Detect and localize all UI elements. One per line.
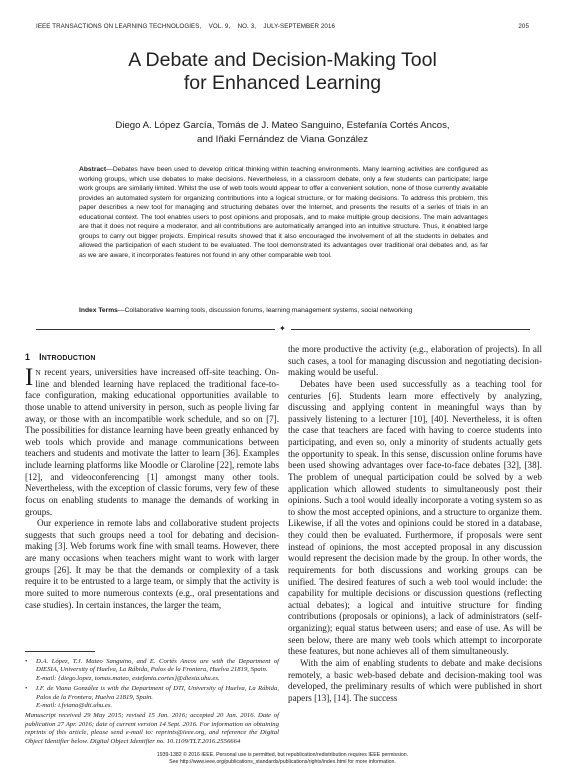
abstract-label: Abstract [79, 166, 107, 173]
paragraph-text: recent years, universities have increased off-site teaching. On-line and blended learning have replaced the traditional face-to-face configuration, making educational opportunities available to those unable to attend university in person, such as people living far away, or those with an incompatible work schedule, and so on [7]. The possibilities for distance learning have been greatly enhanced by web tools which provide and manage communications between teachers and students and motivate the latter to learn [36]. Examples include learning platforms like Moodle or Claroline [22], remote labs [12], and videoconferencing [1] amongst many other tools. Nevertheless, with the exception of classic forums, very few of these focus on enabling students to manage the demands of working in groups. [25, 367, 279, 517]
footnote-email: E-mail: i.fviana@dti.uhu.es. [36, 702, 113, 710]
lead-in-smallcaps: N [35, 368, 41, 377]
section-number: 1 [25, 352, 31, 362]
copyright-footer [0, 752, 565, 765]
title-line-1: A Debate and Decision-Making Tool [128, 49, 437, 71]
right-column [288, 344, 542, 704]
author-list [40, 119, 525, 147]
section-title-rest: NTRODUCTION [41, 355, 96, 362]
paper-title [40, 49, 525, 95]
divider-line-right [291, 329, 530, 330]
affiliation-footnote [25, 658, 279, 683]
divider-diamond-icon: ✦ [279, 324, 286, 333]
title-line-2: for Enhanced Learning [183, 72, 382, 94]
manuscript-info: Manuscript received 29 May 2015; revised 15 Jan. 2016; accepted 20 Jan. 2016. Date of publication 27 Apr. 2016; date of current version 14 Sept. 2016. For information on obtaining reprints of this article, please send e-mail to: reprints@ieee.org, and reference the Digital Object Identifier below. Digital Object Identifier no. 10.1109/TLT.2016.2556664 [25, 712, 279, 745]
abstract-text: —Debates have been used to develop critical thinking within teaching environments. Many learning activities are configured as working groups, which use debates to make decisions. Nevertheless, in a classroom debate, only a few students can participate; large work groups are similarly limited. Whilst the use of web tools would appear to offer a convenient solution, none of those currently available provides an automated system for organizing contributions into a logical structure, or for making decisions. To address this problem, this paper describes a new tool for managing and structuring debates over the Internet, and presents the results of a series of trials in an educational context. The tool enables users to post opinions and proposals, and to make multiple group decisions. The main advantages are that it does not require a moderator, and all contributions are automatically arranged into an intuitive structure. Thus, it enabled large groups to carry out bigger projects. Empirical results showed that it also encouraged the involvement of all the students in debates and allowed the participation of each student to be evaluated. The tool demonstrated its advantages over traditional oral debates and, as far as we are aware, it incorporates features not found in any other comparable web tool. [79, 166, 488, 259]
body-paragraph: With the aim of enabling students to debate and make decisions remotely, a basic web-based debate and decision-making tool was developed, the preliminary results of which were published in short papers [13], [14]. The success [288, 657, 542, 703]
section-heading [25, 352, 96, 362]
footnote-text: I.F. de Viana González is with the Department of DTI, University of Huelva, La Rábida, Palos de la Frontera, Huelva 21819, Spain. [36, 685, 279, 701]
copyright-line-2: See http://www.ieee.org/publications_standards/publications/rights/index.html for more information. [169, 758, 396, 765]
abstract [79, 165, 488, 260]
footnotes [25, 658, 279, 746]
authors-line-1: Diego A. López García, Tomás de J. Mateo Sanguino, Estefanía Cortés Ancos, [115, 120, 450, 131]
body-paragraph: Our experience in remote labs and collaborative student projects suggests that such groups need a tool for debating and decision-making [3]. Web forums work fine with small teams. However, there are many occasions when teachers might want to work with larger groups [26]. It may be that the demands or complexity of a task require it to be entrusted to a large team, or simply that the activity is more suited to more numerous contexts (e.g., oral presentations and case studies). In certain instances, the larger the team, [25, 518, 279, 610]
authors-line-2: and Iñaki Fernández de Viana González [196, 134, 369, 145]
journal-name: IEEE TRANSACTIONS ON LEARNING TECHNOLOGIES, [36, 23, 202, 30]
journal-volume: VOL. 9, [208, 23, 231, 30]
index-terms-text: —Collaborative learning tools, discussion forums, learning management systems, social networking [117, 307, 413, 314]
page-number: 205 [518, 23, 529, 30]
index-terms-label: Index Terms [79, 307, 118, 314]
section-title-initial: I [39, 352, 42, 362]
journal-date: JULY-SEPTEMBER 2016 [263, 23, 336, 30]
footnote-rule [25, 651, 95, 652]
footnote-bullet: • [25, 685, 28, 693]
affiliation-footnote [25, 685, 279, 710]
journal-number: NO. 3, [237, 23, 257, 30]
drop-cap: I [25, 364, 34, 391]
body-paragraph: the more productive the activity (e.g., elaboration of projects). In all such cases, a tool for managing discussion and negotiating decision-making would be useful. [288, 344, 542, 378]
journal-info [36, 23, 335, 30]
body-paragraph [25, 364, 279, 518]
footnote-bullet: • [25, 658, 28, 665]
divider-line-left [36, 329, 275, 330]
section-divider [36, 326, 530, 332]
index-terms [79, 306, 499, 315]
body-paragraph: Debates have been used successfully as a teaching tool for centuries [6]. Students learn more effectively by analyzing, discussing and applying content in meaningful ways than by passively listening to a lecturer [10], [40]. Nevertheless, it is often the case that teachers are faced with having to coerce students into participating, and even so, only a minority of students actually gets the opportunity to speak. In this sense, discussion online forums have been used showing advantages over face-to-face debates [32], [38]. The problem of unequal participation could be solved by a web application which allowed students to simultaneously post their opinions. Such a tool would ideally incorporate a voting system so as to show the most accepted opinions, and a structure to organize them. Likewise, if all the votes and opinions could be stored in a database, they could then be evaluated. Furthermore, if proposals were sent instead of opinions, the most accepted proposal in any discussion would represent the decision made by the group. In other words, the requirements for both discussions and working groups can be unified. The desired features of such a web tool would include: the capability for multiple decisions or discussion questions (reflecting actual debates); a logical and intuitive structure for finding contributions (proposals or opinions), a lack of administrators (self-organizing); equal status between users; and ease of use. As will be seen below, there are many web tools which attempt to incorporate these features, but none achieves all of them simultaneously. [288, 378, 542, 657]
footnote-email: E-mail: {diego.lopez, tomas.mateo, estefania.cortes}@diesia.uhu.es. [36, 674, 220, 682]
running-header [36, 23, 529, 33]
left-column [25, 364, 279, 611]
copyright-line-1: 1939-1382 © 2016 IEEE. Personal use is permitted, but republication/redistribution requires IEEE permission. [156, 752, 409, 758]
footnote-text: D.A. López, T.J. Mateo Sanguino, and E. Cortés Ancos are with the Department of DIESIA, University of Huelva, La Rábida, Palos de la Frontera, Huelva 21819, Spain. [36, 658, 279, 674]
